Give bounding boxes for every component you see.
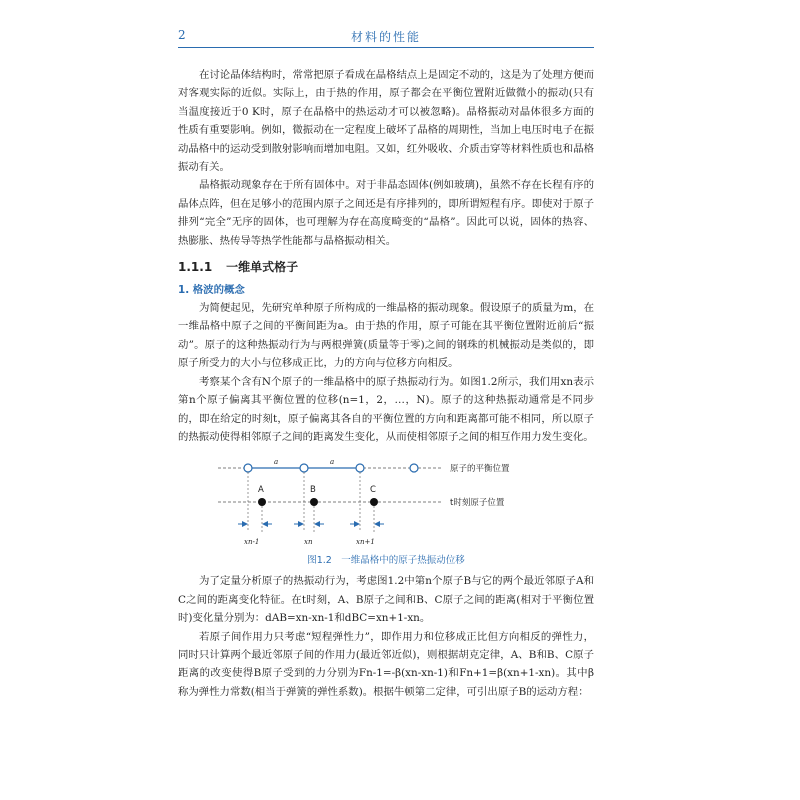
figure-caption: 图1.2 一维晶格中的原子热振动位移 [307, 555, 465, 567]
section-number: 1.1.1 [178, 260, 213, 275]
page-header [178, 28, 594, 50]
header-rule [178, 47, 594, 48]
displacement-label: xn+1 [356, 538, 375, 547]
paragraph: 在讨论晶体结构时，常常把原子看成在晶格结点上是固定不动的，这是为了处理方便而对客观实际的近似。实际上，由于热的作用，原子都会在平衡位置附近做微小的振动(只有当温度接近于0 K时，原子在晶格中的热运动才可以被忽略)。晶格振动对晶体很多方面的性质有重要影响。例如，微振动在一定程度上破坏了晶格的周期性，当加上电压时电子在振动晶格中的运动受到散射影响而增加电阻。又如，红外吸收、介质击穿等材料性质也和晶格振动有关。 [178, 69, 594, 174]
page-body [178, 66, 594, 701]
equilibrium-atom [244, 464, 252, 472]
displaced-atom-b [310, 498, 318, 506]
paragraph: 为了定量分析原子的热振动行为，考虑图1.2中第n个原子B与它的两个最近邻原子A和C之间的距离变化特征。在t时刻，A、B原子之间和B、C原子之间的距离(相对于平衡位置时)变化量分别为：dAB=xn-xn-1和dBC=xn+1-xn。 [178, 575, 594, 625]
displacement-label: xn [304, 538, 313, 547]
displaced-atom-c [370, 498, 378, 506]
atom-label: B [310, 485, 316, 496]
figure-lattice-displacement [178, 450, 594, 550]
atom-label: A [258, 485, 264, 496]
paragraph: 考察某个含有N个原子的一维晶格中的原子热振动行为。如图1.2所示，我们用xn表示第n个原子偏离其平衡位置的位移(n=1，2，…，N)。原子的这种热振动通常是不同步的，即在给定的时刻t，原子偏离其各自的平衡位置的方向和距离都可能不相同，所以原子的热振动使得相邻原子之间的距离发生变化，从而使相邻原子之间的相互作用力发生变化。 [178, 375, 594, 443]
page-number: 2 [178, 28, 186, 42]
lattice-diagram [218, 450, 548, 548]
section-title: 一维单式格子 [226, 260, 299, 275]
section-heading [178, 258, 594, 275]
running-title: 材料的性能 [350, 30, 421, 44]
spacing-label: a [330, 458, 335, 467]
displacement-label: xn-1 [244, 538, 260, 547]
subsection-heading: 1. 格波的概念 [178, 284, 245, 297]
equilibrium-atom [410, 464, 418, 472]
paragraph: 为简便起见，先研究单种原子所构成的一维晶格的振动现象。假设原子的质量为m，在一维晶格中原子之间的平衡间距为a。由于热的作用，原子可能在其平衡位置附近前后“振动”。原子的这种热振动行为与两根弹簧(质量等于零)之间的钢珠的机械振动是类似的，即原子所受力的大小与位移成正比，力的方向与位移方向相反。 [178, 302, 594, 370]
equilibrium-atom [356, 464, 364, 472]
paragraph: 晶格振动现象存在于所有固体中。对于非晶态固体(例如玻璃)，虽然不存在长程有序的晶体点阵，但在足够小的范围内原子之间还是有序排列的，即所谓短程有序。即使对于原子排列“完全”无序的固体，也可理解为存在高度畸变的“晶格”。因此可以说，固体的热容、热膨胀、热传导等热学性能都与晶格振动相关。 [178, 179, 594, 247]
displaced-atom-a [258, 498, 266, 506]
spacing-label: a [274, 458, 279, 467]
equilibrium-label: 原子的平衡位置 [450, 464, 510, 475]
equilibrium-atom [300, 464, 308, 472]
atom-label: C [370, 485, 376, 496]
paragraph: 若原子间作用力只考虑“短程弹性力”，即作用力和位移成正比但方向相反的弹性力，同时只计算两个最近邻原子间的作用力(最近邻近似)，则根据胡克定律，A、B和B、C原子距离的改变使得B原子受到的力分别为Fn-1=-β(xn-xn-1)和Fn+1=β(xn+1-xn)。其中β称为弹性力常数(相当于弹簧的弹性系数)。根据牛顿第二定律，可引出原子B的运动方程： [178, 630, 594, 698]
moment-label: t时刻原子位置 [450, 498, 505, 509]
